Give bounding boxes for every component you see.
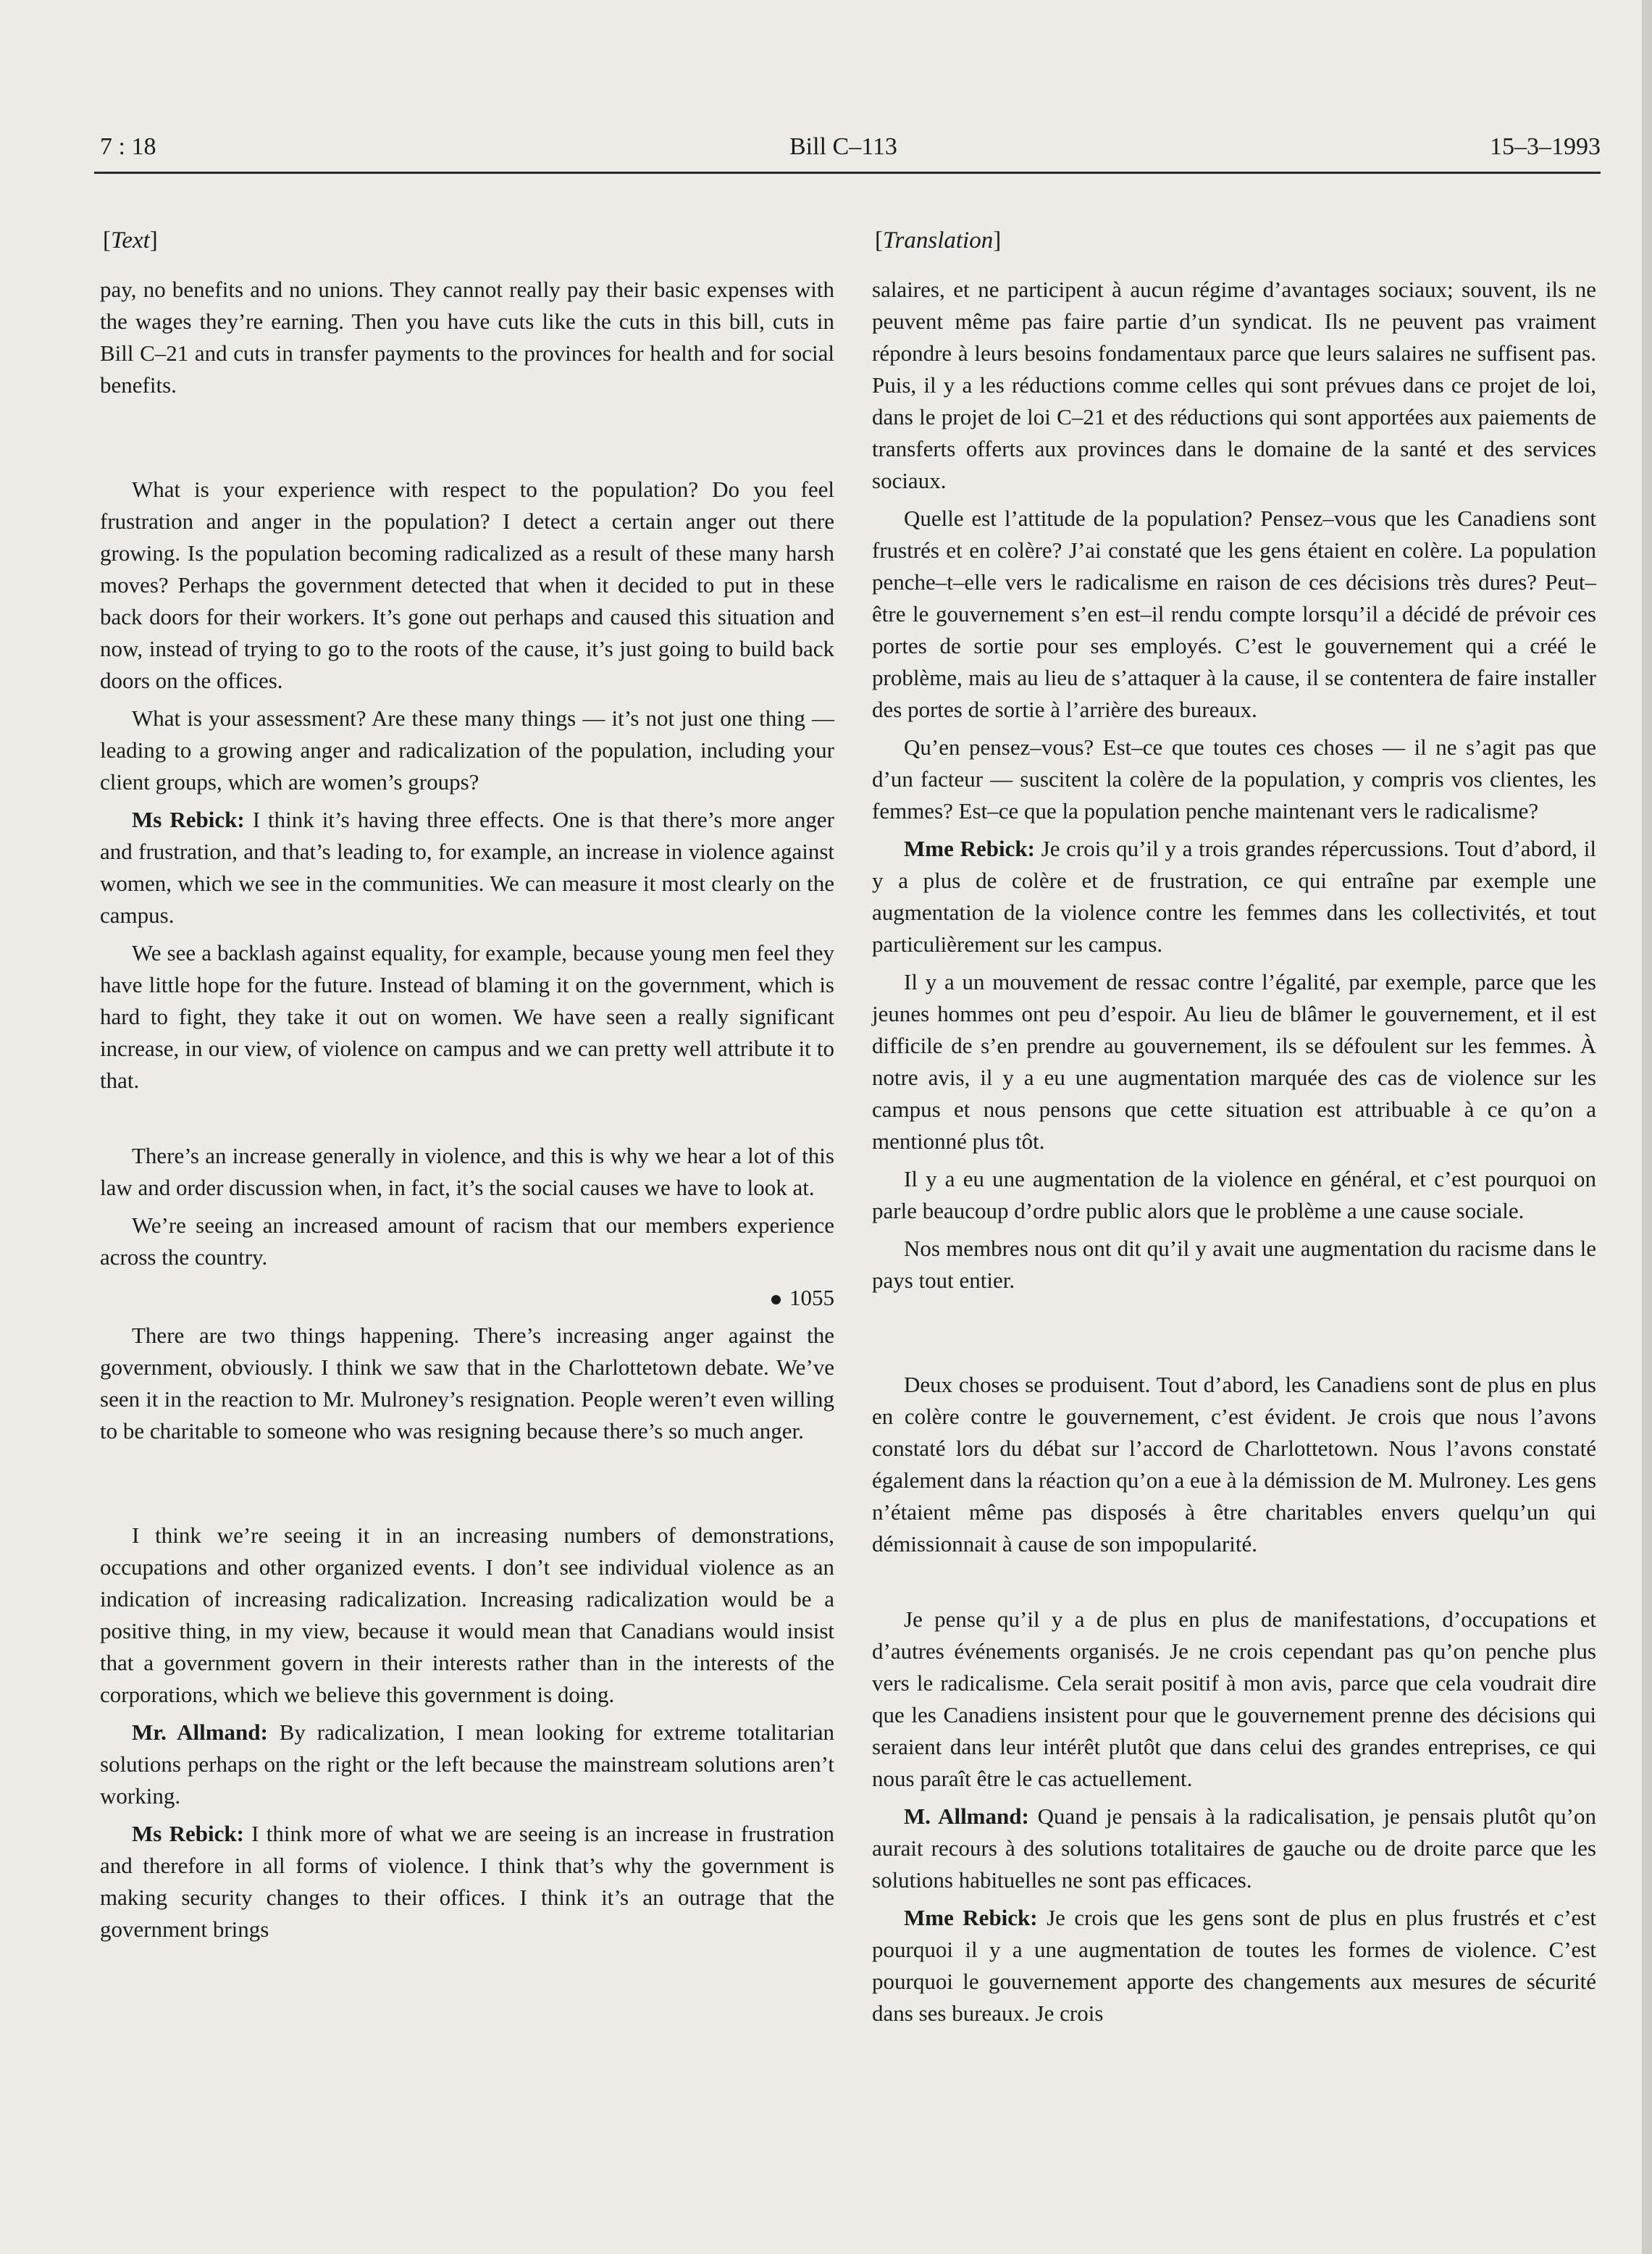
time-marker: 1055 <box>100 1282 834 1314</box>
english-column <box>100 225 834 1945</box>
speaker-name: Ms Rebick: <box>132 1821 244 1846</box>
page-edge <box>1642 0 1652 2254</box>
running-header <box>94 129 1601 172</box>
paragraph: There are two things happening. There’s increasing anger against the government, obviously. I think we saw that in the Charlottetown debate. We’ve seen it in the reaction to Mr. Mulroney’s resignation. People weren’t even willing to be charitable to someone who was resigning because there’s so much anger. <box>100 1323 834 1444</box>
speaker-name: Mr. Allmand: <box>132 1719 268 1745</box>
speaker-name: Ms Rebick: <box>132 807 245 832</box>
speaker-paragraph: Ms Rebick: I think more of what we are seeing is an increase in frustration and therefore in all forms of violence. I think that’s why the government is making security changes to their offices. I think it’s an outrage that the government brings <box>100 1821 834 1942</box>
paragraph: Je pense qu’il y a de plus en plus de manifestations, d’occupations et d’autres événements organisés. Je ne crois cependant pas qu’on penche plus vers le radicalisme. Cela serait positif à mon avis, parce que cela voudrait dire que les Canadiens insistent pour que le gouvernement prenne des décisions qui seraient dans leur intérêt plutôt que dans celui des grandes entreprises, ce qui nous paraît être le cas actuellement. <box>872 1606 1596 1791</box>
paragraph: salaires, et ne participent à aucun régime d’avantages sociaux; souvent, ils ne peuvent même pas faire partie d’un syndicat. Ils ne peuvent pas vraiment répondre à leurs besoins fondamentaux parce que leurs salaires ne suffisent pas. Puis, il y a les réductions comme celles qui sont prévues dans ce projet de loi, dans le projet de loi C–21 et des réductions qui sont apportées aux paiements de transferts offerts aux provinces dans le domaine de la santé et des services sociaux. <box>872 277 1596 493</box>
paragraph: What is your experience with respect to the population? Do you feel frustration and anger in the population? I detect a certain anger out there growing. Is the population becoming radicalized as a result of these many harsh moves? Perhaps the government detected that when it decided to put in these back doors for their workers. It’s gone out perhaps and caused this situation and now, instead of trying to go to the roots of the cause, it’s just going to build back doors on the offices. <box>100 477 834 693</box>
speaker-paragraph: M. Allmand: Quand je pensais à la radicalisation, je pensais plutôt qu’on aurait recours à des solutions totalitaires de gauche ou de droite parce que les solutions habituelles ne sont pas efficaces. <box>872 1803 1596 1893</box>
speaker-name: Mme Rebick: <box>904 836 1035 861</box>
paragraph: pay, no benefits and no unions. They cannot really pay their basic expenses with the wages they’re earning. Then you have cuts like the cuts in this bill, cuts in Bill C–21 and cuts in transfer payments to the provinces for health and for social benefits. <box>100 277 834 398</box>
paragraph: We’re seeing an increased amount of racism that our members experience across the country. <box>100 1212 834 1270</box>
paragraph: Deux choses se produisent. Tout d’abord, les Canadiens sont de plus en plus en colère contre le gouvernement, c’est évident. Je crois que nous l’avons constaté lors du débat sur l’accord de Charlottetown. Nous l’avons constaté également dans la réaction qu’on a eue à la démission de M. Mulroney. Les gens n’étaient même pas disposés à être charitables envers quelqu’un qui démissionnait à cause de son impopularité. <box>872 1372 1597 1557</box>
page-reference: 7 : 18 <box>100 133 156 160</box>
paragraph: Il y a eu une augmentation de la violence en général, et c’est pourquoi on parle beaucoup d’ordre public alors que le problème a une cause sociale. <box>872 1166 1596 1223</box>
speaker-name: Mme Rebick: <box>904 1905 1038 1930</box>
paragraph: Qu’en pensez–vous? Est–ce que toutes ces choses — il ne s’agit pas que d’un facteur — suscitent la colère de la population, y compris vos clientes, les femmes? Est–ce que la population penche maintenant vers le radicalisme? <box>872 734 1596 824</box>
speaker-paragraph: Mme Rebick: Je crois qu’il y a trois grandes répercussions. Tout d’abord, il y a plus de colère et de frustration, ce qui entraîne par exemple une augmentation de la violence contre les femmes dans les collectivités, et tout particulièrement sur les campus. <box>872 836 1597 957</box>
bullet-icon <box>771 1295 781 1304</box>
speaker-paragraph: Mme Rebick: Je crois que les gens sont de plus en plus frustrés et c’est pourquoi il y a une augmentation de toutes les formes de violence. C’est pourquoi le gouvernement apporte des changements aux mesures de sécurité dans ses bureaux. Je crois <box>872 1905 1596 2026</box>
paragraph: What is your assessment? Are these many things — it’s not just one thing — leading to a growing anger and radicalization of the population, including your client groups, which are women’s groups? <box>100 705 834 795</box>
speaker-paragraph: Mr. Allmand: By radicalization, I mean looking for extreme totalitarian solutions perhaps on the right or the left because the mainstream solutions aren’t working. <box>100 1719 834 1809</box>
bill-title: Bill C–113 <box>789 133 897 160</box>
speaker-paragraph: Ms Rebick: I think it’s having three effects. One is that there’s more anger and frustration, and that’s leading to, for example, an increase in violence against women, which we see in the communities. We can measure it most clearly on the campus. <box>100 807 834 928</box>
header-date: 15–3–1993 <box>1490 133 1601 160</box>
column-label-translation: [Translation] <box>875 227 1002 254</box>
header-rule <box>94 172 1601 174</box>
paragraph: Nos membres nous ont dit qu’il y avait une augmentation du racisme dans le pays tout entier. <box>872 1236 1596 1293</box>
french-column <box>872 225 1596 2029</box>
paragraph: There’s an increase generally in violence, and this is why we hear a lot of this law and order discussion when, in fact, it’s the social causes we have to look at. <box>100 1143 834 1200</box>
paragraph: We see a backlash against equality, for example, because young men feel they have little hope for the future. Instead of blaming it on the government, which is hard to fight, they take it out on women. We have seen a really significant increase, in our view, of violence on campus and we can pretty well attribute it to that. <box>100 940 834 1093</box>
paragraph: I think we’re seeing it in an increasing numbers of demonstrations, occupations and other organized events. I don’t see individual violence as an indication of increasing radicalization. Increasing radicalization would be a positive thing, in my view, because it would mean that Canadians would insist that a government govern in their interests rather than in the interests of the corporations, which we believe this government is doing. <box>100 1522 834 1707</box>
speaker-name: M. Allmand: <box>904 1803 1029 1829</box>
paragraph: Il y a un mouvement de ressac contre l’égalité, par exemple, parce que les jeunes hommes ont peu d’espoir. Au lieu de blâmer le gouvernement, et il est difficile de s’en prendre au gouvernement, ils se défoulent sur les femmes. À notre avis, il y a eu une augmentation marquée des cas de violence sur les campus et nous pensons que cette situation est attribuable à ce qu’on a mentionné plus tôt. <box>872 969 1596 1154</box>
paragraph: Quelle est l’attitude de la population? Pensez–vous que les Canadiens sont frustrés et en colère? J’ai constaté que les gens étaient en colère. La population penche–t–elle vers le radicalisme en raison de ces décisions très dures? Peut–être le gouvernement s’en est–il rendu compte lorsqu’il a décidé de prévoir ces portes de sortie pour ses employés. C’est le gouvernement qui a créé le problème, mais au lieu de s’attaquer à la cause, il se contentera de faire installer des portes de sortie à l’arrière des bureaux. <box>872 506 1596 722</box>
column-label-text: [Text] <box>103 227 158 254</box>
